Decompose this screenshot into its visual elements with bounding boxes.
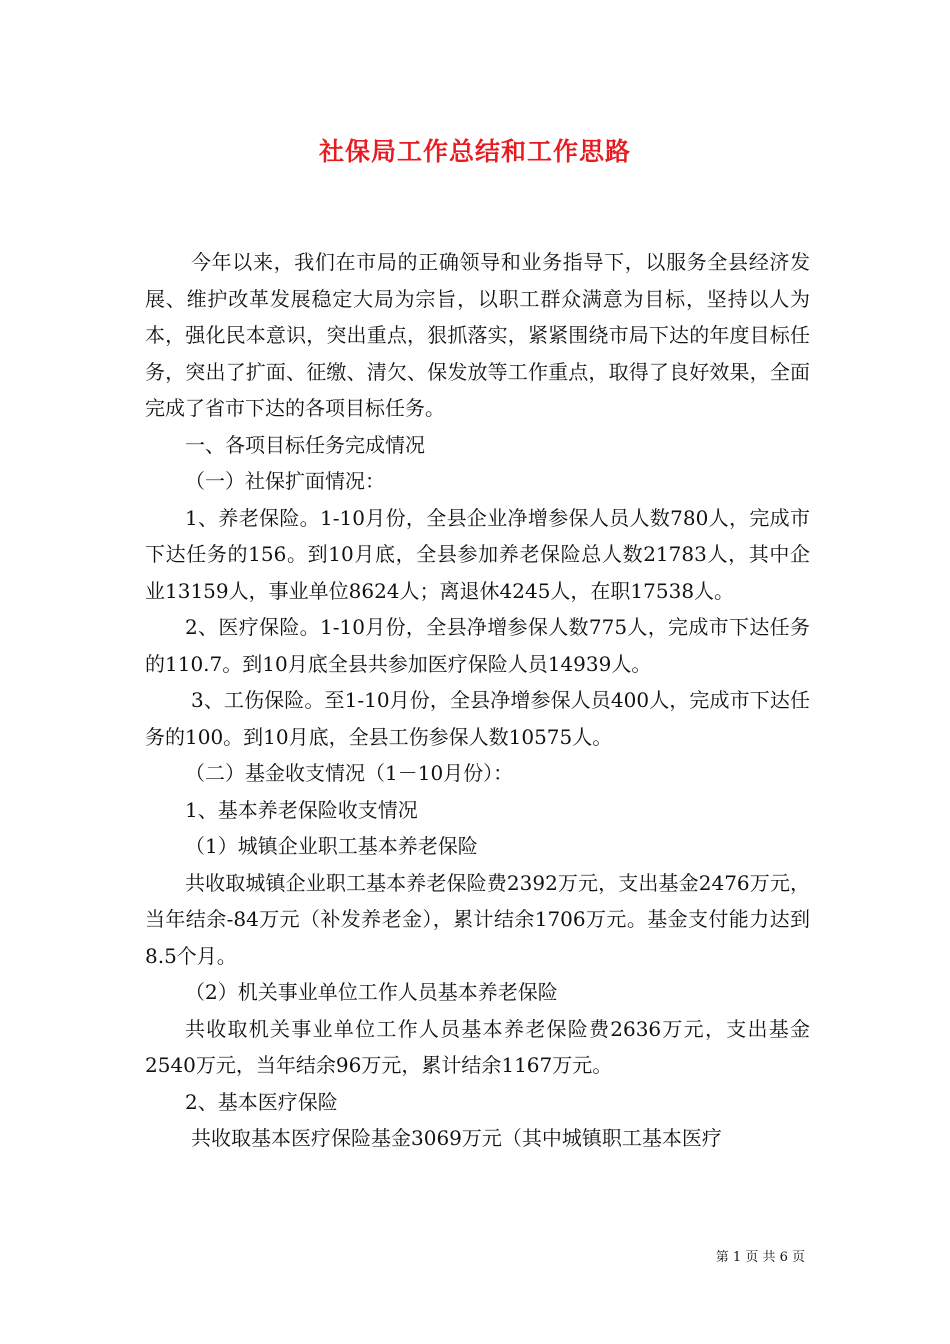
body-paragraph: 1、养老保险。1-10月份，全县企业净增参保人员人数780人，完成市下达任务的156。到10月底，全县参加养老保险总人数21783人，其中企业13159人，事业单位8624人；离退休4245人，在职17538人。 [145,505,810,603]
intro-paragraph: 今年以来，我们在市局的正确领导和业务指导下，以服务全县经济发展、维护改革发展稳定大局为宗旨，以职工群众满意为目标，坚持以人为本，强化民本意识，突出重点，狠抓落实，紧紧围绕市局下达的年度目标任务，突出了扩面、征缴、清欠、保发放等工作重点，取得了良好效果，全面完成了省市下达的各项目标任务。 [145,250,810,420]
body-paragraph: 2、医疗保险。1-10月份，全县净增参保人数775人，完成市下达任务的110.7。到10月底全县共参加医疗保险人员14939人。 [145,615,810,676]
body-paragraph: 3、工伤保险。至1-10月份，全县净增参保人员400人，完成市下达任务的100。到10月底，全县工伤参保人数10575人。 [145,688,810,749]
item-subheading: （1）城镇企业职工基本养老保险 [185,834,478,858]
body-paragraph: 共收取城镇企业职工基本养老保险费2392万元，支出基金2476万元，当年结余-84万元（补发养老金），累计结余1706万元。基金支付能力达到8.5个月。 [145,870,810,968]
document-body [145,244,810,1157]
item-subheading: （2）机关事业单位工作人员基本养老保险 [185,980,558,1004]
body-paragraph: 共收取基本医疗保险基金3069万元（其中城镇职工基本医疗 [191,1126,722,1150]
body-paragraph: 共收取机关事业单位工作人员基本养老保险费2636万元，支出基金2540万元，当年结余96万元，累计结余1167万元。 [145,1016,810,1077]
document-title: 社保局工作总结和工作思路 [318,137,631,166]
page-number: 第 1 页 共 6 页 [715,1250,805,1265]
subsection-heading: （二）基金收支情况（1－10月份）： [185,761,514,785]
item-heading: 1、基本养老保险收支情况 [185,797,418,822]
subsection-heading: （一）社保扩面情况： [185,469,385,493]
item-heading: 2、基本医疗保险 [185,1089,338,1114]
section-heading: 一、各项目标任务完成情况 [185,432,425,457]
